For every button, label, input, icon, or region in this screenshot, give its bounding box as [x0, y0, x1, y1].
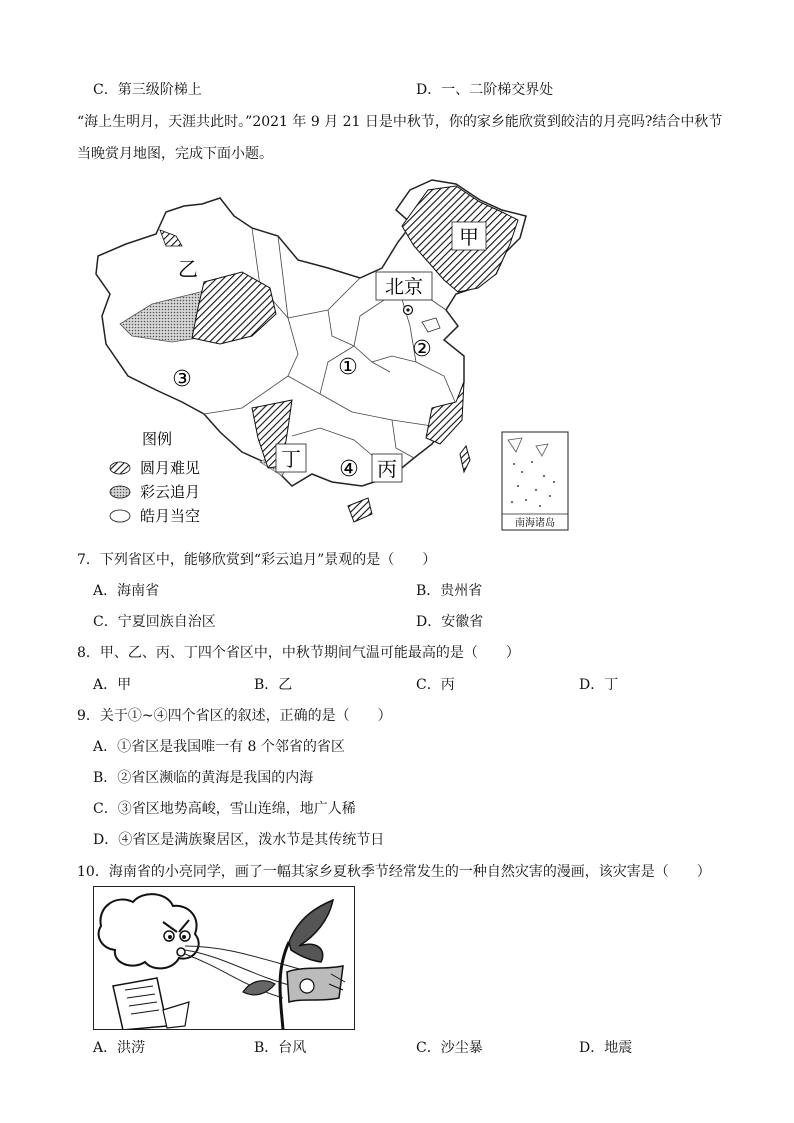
intro-line-2: 当晚赏月地图，完成下面小题。 — [77, 146, 273, 162]
prev-option-d: D．一、二阶梯交界处 — [416, 82, 554, 98]
label-n1: ① — [338, 355, 358, 380]
q7-option-d: D．安徽省 — [416, 614, 484, 630]
legend-item-3: 皓月当空 — [140, 507, 201, 525]
q10-option-d: D．地震 — [579, 1040, 633, 1056]
label-n2: ② — [412, 337, 432, 362]
q8-option-a: A．甲 — [93, 677, 132, 693]
legend-swatch-blank — [110, 510, 130, 522]
region-hatched-taiwan — [460, 446, 470, 472]
label-bing: 丙 — [377, 457, 397, 481]
q10-option-b: B．台风 — [254, 1040, 307, 1056]
legend-title: 图例 — [142, 430, 173, 448]
q10-option-a: A．洪涝 — [93, 1040, 146, 1056]
label-yi: 乙 — [178, 257, 198, 281]
intro-line-1: “海上生明月，天涯共此时。”2021 年 9 月 21 日是中秋节，你的家乡能欣赏到皎洁的月亮吗?结合中秋节 — [77, 114, 723, 130]
inset-title: 南海诸岛 — [515, 518, 555, 529]
q9-option-a: A．①省区是我国唯一有 8 个邻省的省区 — [93, 739, 345, 755]
q9-stem: 9．关于①~④四个省区的叙述，正确的是（ ） — [77, 708, 392, 724]
label-ding: 丁 — [281, 447, 301, 471]
legend-swatch-dotted — [110, 486, 130, 498]
q10-option-c: C．沙尘暴 — [416, 1040, 483, 1056]
south-china-sea-inset — [502, 432, 568, 530]
legend-swatch-hatched — [110, 462, 130, 474]
q8-option-c: C．丙 — [416, 677, 455, 693]
legend-item-1: 圆月难见 — [140, 459, 201, 477]
label-jia: 甲 — [459, 225, 479, 249]
label-beijing: 北京 — [384, 276, 424, 298]
q8-stem: 8．甲、乙、丙、丁四个省区中，中秋节期间气温可能最高的是（ ） — [77, 645, 520, 661]
q9-option-b: B．②省区濒临的黄海是我国的内海 — [93, 770, 314, 786]
label-n3: ③ — [172, 367, 192, 392]
label-n4: ④ — [339, 457, 359, 482]
q9-option-c: C．③省区地势高峻，雪山连绵，地广人稀 — [93, 801, 356, 817]
q7-option-b: B．贵州省 — [416, 583, 483, 599]
prev-option-c: C．第三级阶梯上 — [93, 82, 202, 98]
q8-option-b: B．乙 — [254, 677, 293, 693]
q8-option-d: D．丁 — [579, 677, 619, 693]
q9-option-d: D．④省区是满族聚居区，泼水节是其传统节日 — [93, 832, 385, 848]
region-hatched-hainan — [348, 498, 372, 522]
moon-viewing-map — [92, 176, 582, 538]
q10-stem: 10．海南省的小亮同学，画了一幅其家乡夏秋季节经常发生的一种自然灾害的漫画，该灾害是（ ） — [77, 864, 711, 880]
q7-option-a: A．海南省 — [93, 583, 160, 599]
map-legend — [110, 430, 200, 525]
legend-item-2: 彩云追月 — [140, 483, 201, 501]
typhoon-cartoon — [93, 886, 355, 1030]
q7-stem: 7．下列省区中，能够欣赏到“彩云追月”景观的是（ ） — [77, 552, 437, 568]
q7-option-c: C．宁夏回族自治区 — [93, 614, 216, 630]
